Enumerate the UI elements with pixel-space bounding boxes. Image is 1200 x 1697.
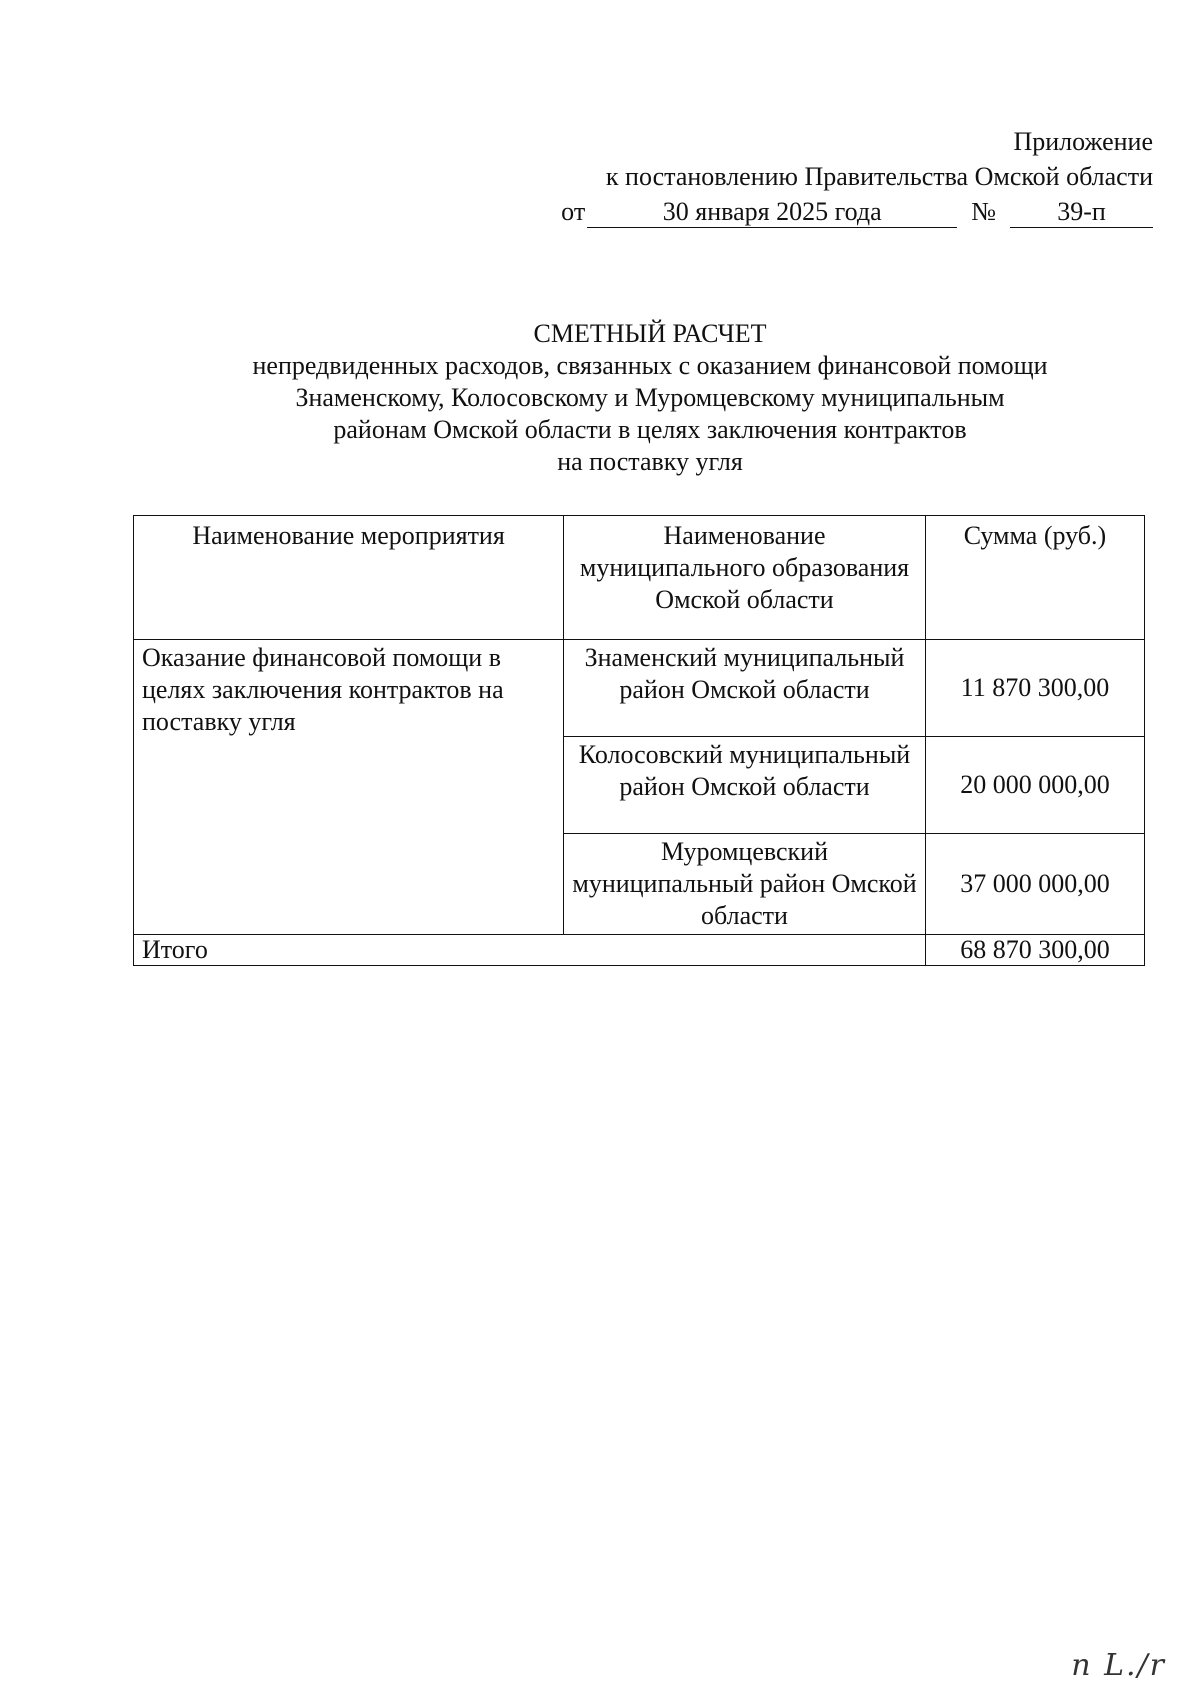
total-label: Итого	[134, 935, 926, 966]
appendix-title: Приложение	[1013, 127, 1153, 156]
appendix-date-row	[513, 194, 1153, 229]
table-header-row	[134, 516, 1145, 640]
table-total-row	[134, 935, 1145, 966]
appendix-block	[513, 124, 1153, 229]
sum-cell: 37 000 000,00	[925, 834, 1144, 935]
document-heading: СМЕТНЫЙ РАСЧЕТ	[533, 319, 767, 348]
header-event: Наименование мероприятия	[134, 516, 564, 640]
number-sign: №	[971, 197, 996, 226]
resolution-number: 39-п	[1010, 197, 1153, 228]
title-line-3: районам Омской области в целях заключения контрактов	[333, 415, 967, 444]
estimate-table	[133, 515, 1145, 966]
total-sum: 68 870 300,00	[925, 935, 1144, 966]
municipality-cell: Колосовский муниципальный район Омской области	[564, 737, 926, 834]
header-municipality: Наименование муниципального образования Омской области	[564, 516, 926, 640]
sum-cell: 20 000 000,00	[925, 737, 1144, 834]
table-row	[134, 640, 1145, 737]
date-prefix: от	[561, 197, 586, 226]
title-line-2: Знаменскому, Колосовскому и Муромцевскому муниципальным	[295, 383, 1005, 412]
title-line-4: на поставку угля	[557, 447, 743, 476]
municipality-cell: Знаменский муниципальный район Омской области	[564, 640, 926, 737]
document-title-block	[120, 318, 1180, 478]
appendix-resolution-ref: к постановлению Правительства Омской области	[605, 162, 1153, 191]
header-sum: Сумма (руб.)	[925, 516, 1144, 640]
handwritten-mark: n L./r	[1071, 1648, 1166, 1683]
title-line-1: непредвиденных расходов, связанных с оказанием финансовой помощи	[252, 351, 1048, 380]
event-cell: Оказание финансовой помощи в целях заключения контрактов на поставку угля	[134, 640, 564, 935]
resolution-date: 30 января 2025 года	[587, 197, 957, 228]
sum-cell: 11 870 300,00	[925, 640, 1144, 737]
municipality-cell: Муромцевский муниципальный район Омской области	[564, 834, 926, 935]
